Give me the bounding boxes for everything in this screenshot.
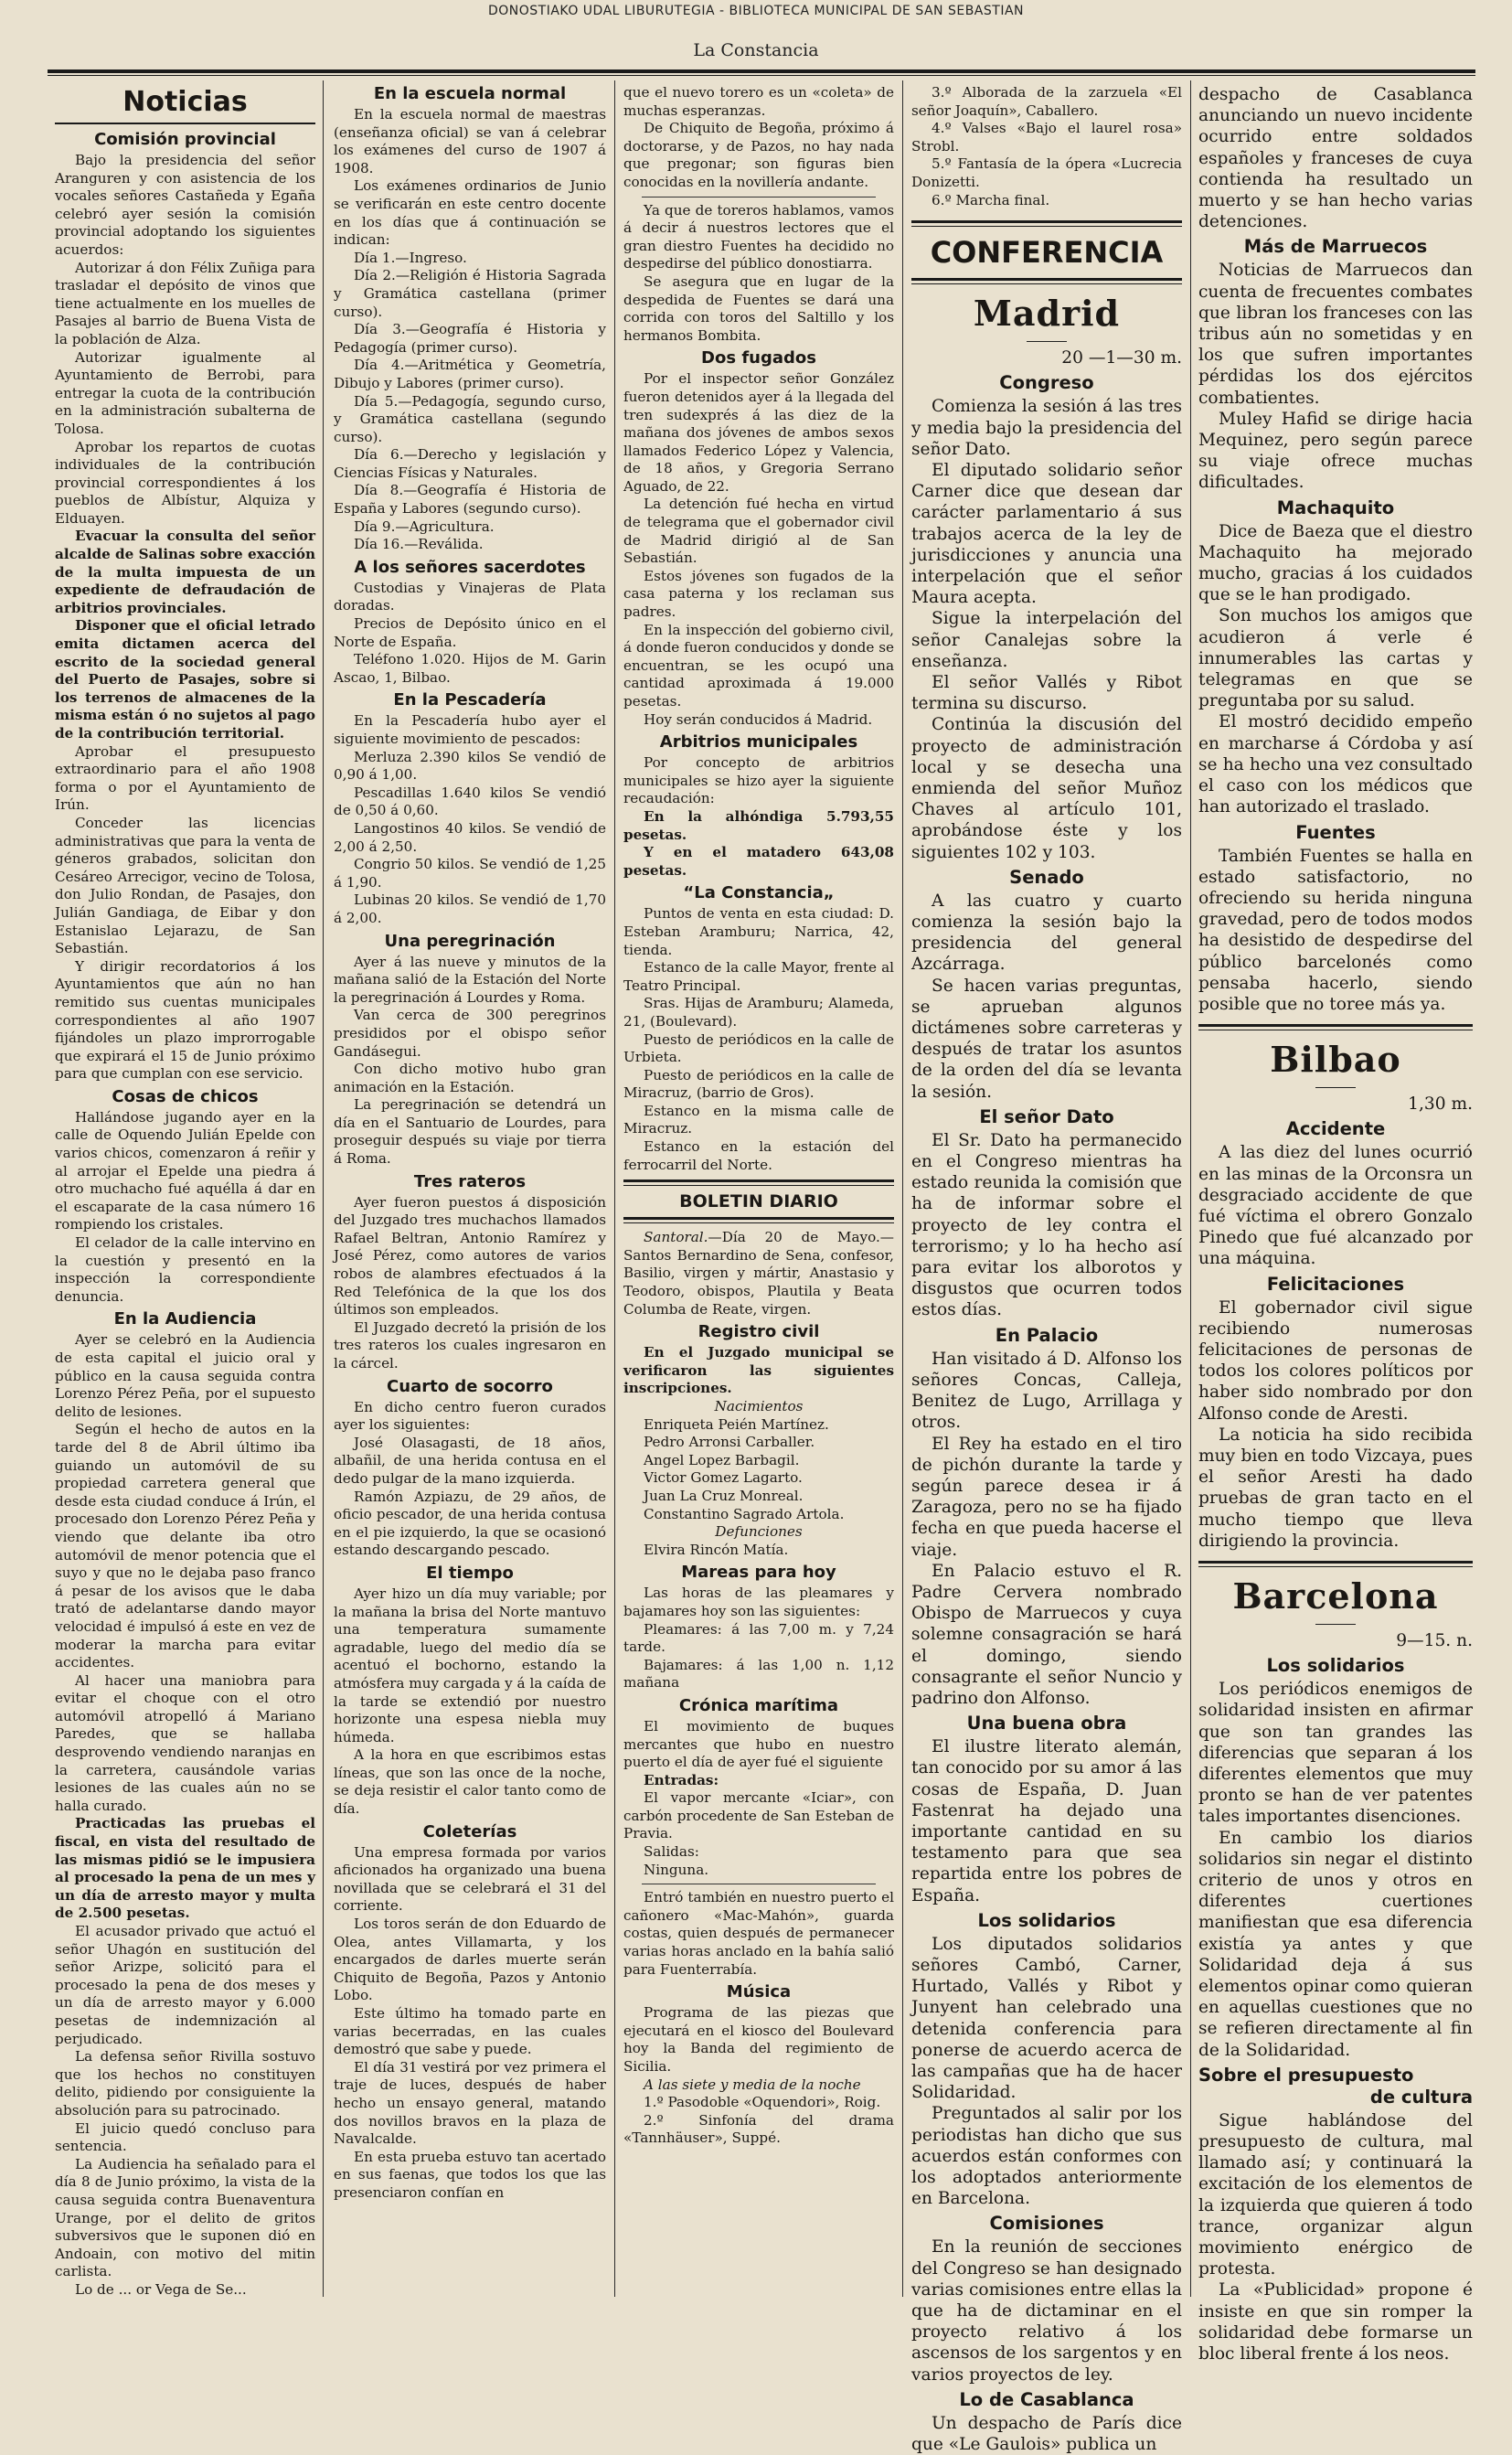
paragraph: Ayer fueron puestos á disposición del Juzgado tres muchachos llamados Rafael Beltran, Antonio Ramírez y José Pérez, como autores de varios robos de alambres efectuados á la Red Telefónica de la que los dos últimos son empleados.	[334, 1193, 606, 1318]
paragraph: Son muchos los amigos que acudieron á verle é innumerables las cartas y telegramas en que se preguntaba por su salud.	[1198, 606, 1473, 711]
double-rule	[623, 1179, 894, 1186]
paragraph: José Olasagasti, de 18 años, albañil, de una herida contusa en el dedo pulgar de la mano izquierda.	[334, 1434, 606, 1487]
headline: A los señores sacerdotes	[354, 557, 586, 577]
paragraph: Pescadillas 1.640 kilos Se vendió de 0,50 á 0,60.	[334, 784, 606, 819]
paragraph: Estanco en la misma calle de Miracruz.	[623, 1102, 894, 1137]
paragraph: Este último ha tomado parte en varias becerradas, en las cuales demostró que sabe y puede.	[334, 2005, 606, 2058]
paragraph: Bajo la presidencia del señor Aranguren y con asistencia de los vocales señores Castañeda y Egaña celebró ayer sesión la comisión provincial adoptando los siguientes acuerdos:	[55, 152, 315, 258]
double-rule	[911, 220, 1182, 227]
list-item: Angel Lopez Barbagil.	[644, 1451, 800, 1468]
paragraph: Autorizar á don Félix Zuñiga para trasladar el depósito de vinos que tiene actualmente en los muelles de Pasajes al barrio de Buena Vista de la población de Alza.	[55, 259, 315, 347]
column-rule	[1190, 80, 1191, 2297]
paragraph: Entró también en nuestro puerto el cañonero «Mac-Mahón», guarda costas, quien después de permanecer varias horas anclado en la bahía salió para Fuenterrabía.	[623, 1889, 894, 1978]
double-rule	[623, 1217, 894, 1223]
paragraph: Las horas de las pleamares y bajamares hoy son las siguientes:	[623, 1585, 894, 1619]
paragraph: Hallándose jugando ayer en la calle de Oquendo Julián Epelde con varios chicos, comenzaron á reñir y al arrojar el Epelde una piedra á otro muchacho fué aquélla á dar en el escaparate de la casa número 16 rompiendo los cristales.	[55, 1108, 315, 1233]
section-title-conferencia: CONFERENCIA	[930, 235, 1164, 271]
paragraph: Los periódicos enemigos de solidaridad insisten en afirmar que son tan grandes las diferencias que separan á los diferentes elementos que muy pronto se han de ver patentes tales importantes disenciones.	[1198, 1680, 1473, 1827]
paragraph: Con dicho motivo hubo gran animación en la Estación.	[334, 1061, 606, 1095]
paragraph: Sras. Hijas de Aramburu; Alameda, 21, (Boulevard).	[623, 995, 894, 1030]
paragraph: En la reunión de secciones del Congreso se han designado varias comisiones entre ellas la que ha de dictaminar en el proyecto relativo á los ascensos de los sargentos y en varios proyectos de ley.	[911, 2237, 1182, 2385]
paragraph: Un despacho de París dice que «Le Gaulois» publica un	[911, 2413, 1182, 2455]
dispatch-time: 20 —1—30 m.	[1061, 348, 1182, 368]
headline: Arbitrios municipales	[659, 732, 858, 753]
paragraph: Al hacer una maniobra para evitar el choque con el otro automóvil atropelló á Mariano Paredes, que se hallaba desprovendo vendiendo naranjas en la carretera, causándole varias lesiones de las cuales aún no se halla curado.	[55, 1671, 315, 1814]
subheading: Entradas:	[644, 1771, 719, 1788]
subheading: Defunciones	[715, 1523, 803, 1541]
paragraph: Lo de ... or Vega de Se...	[75, 2280, 247, 2298]
paragraph: Se asegura que en lugar de la despedida de Fuentes se dará una corrida con toros del Saltillo y los hermanos Bombita.	[623, 272, 894, 344]
headline: Cosas de chicos	[112, 1086, 259, 1106]
program-item: 1.º Pasodoble «Oquendori», Roig.	[644, 2094, 881, 2111]
headline: Crónica marítima	[678, 1695, 839, 1715]
paragraph: Congrio 50 kilos. Se vendió de 1,25 á 1,90.	[334, 856, 606, 891]
paragraph: El gobernador civil sigue recibiendo numerosas felicitaciones de personas de todos los colores políticos por haber sido nombrado por don Alfonso conde de Aresti.	[1198, 1297, 1473, 1424]
paragraph: El vapor mercante «Iciar», con carbón procedente de San Esteban de Pravia.	[623, 1789, 894, 1842]
paragraph: Van cerca de 300 peregrinos presididos por el obispo señor Gandásegui.	[334, 1007, 606, 1060]
schedule-line: Día 3.—Geografía é Historia y Pedagogía (primer curso).	[334, 321, 606, 356]
headline: BOLETIN DIARIO	[679, 1191, 838, 1212]
paragraph: Por el inspector señor González fueron detenidos ayer á la llegada del tren sudexprés á las diez de la mañana dos jóvenes de ambos sexos llamados Federico López y Valencia, de 18 años, y Gregoria Serrano Aguado, de 22.	[623, 370, 894, 495]
double-rule	[911, 278, 1182, 284]
paragraph: Hoy serán conducidos á Madrid.	[644, 710, 873, 728]
paragraph: En la Pescadería hubo ayer el siguiente movimiento de pescados:	[334, 712, 606, 747]
paragraph: Han visitado á D. Alfonso los señores Concas, Calleja, Benitez de Lugo, Arrillaga y otros.	[911, 1349, 1182, 1433]
headline: En la Pescadería	[393, 690, 547, 710]
dash-rule	[1315, 1087, 1356, 1088]
paragraph: Aprobar el presupuesto extraordinario para el año 1908 forma o por el Ayuntamiento de Irún.	[55, 742, 315, 814]
paragraph: —Día 20 de Mayo.—Santos Bernardino de Sena, confesor, Basilio, virgen y mártir, Anastasio y Teodoro, obispos, Plautila y Beata Columba de Reate, virgen.	[623, 1229, 894, 1318]
paragraph: Por concepto de arbitrios municipales se hizo ayer la siguiente recaudación:	[623, 754, 894, 807]
dash-rule	[1315, 1624, 1356, 1625]
subheading: Nacimientos	[714, 1398, 804, 1414]
headline: Dos fugados	[701, 348, 816, 368]
paragraph: Ninguna.	[644, 1861, 709, 1878]
paragraph: Conceder las licencias administrativas que para la venta de géneros grabados, solicitan don Cesáreo Arrecigor, vecino de Tolosa, don Julio Rondan, de Pasajes, don Julián Gandiaga, de Eibar y don Estanislao Lejarazu, de San Sebastián.	[55, 814, 315, 957]
paragraph: De Chiquito de Begoña, próximo á doctorarse, y de Pazos, no hay nada que pregonar; son figuras bien conocidas en la novillería andante.	[623, 120, 894, 190]
paragraph: En la inspección del gobierno civil, á donde fueron conducidos y donde se encuentran, se les ocupó una cantidad aproximada á 19.000 pesetas.	[623, 621, 894, 710]
paragraph: Los diputados solidarios señores Cambó, Carner, Hurtado, Vallés y Ribot y Junyent han celebrado una detenida conferencia para ponerse de acuerdo acerca de las campañas que ha de hacer Solidaridad.	[911, 1934, 1182, 2103]
paragraph: Puesto de periódicos en la calle de Urbieta.	[623, 1030, 894, 1066]
paragraph: En el Juzgado municipal se verificaron las siguientes inscripciones.	[623, 1344, 894, 1397]
column-3	[623, 84, 894, 2297]
paragraph: También Fuentes se halla en estado satisfactorio, no ofreciendo su herida ninguna gravedad, pero de todos modos ha desistido de despedirse del público barcelonés como pensaba hacerlo, siendo posible que no toree más ya.	[1198, 846, 1473, 1014]
paragraph: Una empresa formada por varios aficionados ha organizado una buena novillada que se celebrará el 31 del corriente.	[334, 1843, 606, 1915]
paragraph: En la alhóndiga 5.793,55 pesetas.	[623, 807, 894, 843]
headline: Más de Marruecos	[1243, 236, 1428, 258]
schedule-line: Día 6.—Derecho y legislación y Ciencias Físicas y Naturales.	[334, 446, 606, 481]
section-title-noticias: Noticias	[55, 84, 315, 124]
paragraph: Según el hecho de autos en la tarde del 8 de Abril último iba guiando un automóvil de su propiedad carretera general que desde esta ciudad conduce á Irún, el procesado don Lorenzo Pérez Peña y viendo que delante iba otro automóvil de menor potencia que el suyo y que no le dejaba paso franco á pesar de los avisos que le daba trató de adelantarse dando mayor velocidad é impulsó á este en vez de moderar la marcha para evitar accidentes.	[55, 1421, 315, 1671]
paragraph: Disponer que el oficial letrado emita dictamen acerca del escrito de la sociedad general del Puerto de Pasajes, sobre si los terrenos de almacenes de la misma están ó no sujetos al pago de la contribución territorial.	[55, 617, 315, 742]
paragraph: Y en el matadero 643,08 pesetas.	[623, 844, 894, 879]
paragraph: Aprobar los repartos de cuotas individuales de la contribución provincial correspondientes á los pueblos de Albístur, Alquiza y Elduayen.	[55, 438, 315, 527]
masthead: La Constancia	[693, 40, 819, 60]
list-item: Enriqueta Peién Martínez.	[644, 1415, 829, 1433]
list-item: Constantino Sagrado Artola.	[644, 1505, 845, 1522]
list-item: Elvira Rincón Matía.	[644, 1541, 789, 1558]
list-item: Victor Gomez Lagarto.	[644, 1469, 803, 1487]
column-2	[334, 84, 606, 2297]
paragraph: Los exámenes ordinarios de Junio se verificarán en este centro docente en los días que á continuación se indican:	[334, 177, 606, 249]
paragraph: Preguntados al salir por los periodistas han dicho que sus acuerdos están conformes con los adoptados anteriormente en Barcelona.	[911, 2104, 1182, 2209]
paragraph: El celador de la calle intervino en la cuestión y presentó en la inspección la correspondiente denuncia.	[55, 1234, 315, 1305]
paragraph: La «Publicidad» propone é insiste en que sin romper la solidaridad debe formarse un bloc liberal frente á los neos.	[1198, 2280, 1473, 2364]
paragraph: Teléfono 1.020. Hijos de M. Garin Ascao, 1, Bilbao.	[334, 651, 606, 686]
paragraph: La peregrinación se detendrá un día en el Santuario de Lourdes, para proseguir después su viaje por tierra á Roma.	[334, 1096, 606, 1168]
paragraph: Programa de las piezas que ejecutará en el kiosco del Boulevard hoy la Banda del regimiento de Sicilia.	[623, 2004, 894, 2075]
paragraph: En Palacio estuvo el R. Padre Cervera nombrado Obispo de Marruecos y cuya solemne consagración se hará el domingo, siendo consagrante el señor Nuncio y padrino don Alfonso.	[911, 1561, 1182, 1708]
schedule-line: Día 4.—Aritmética y Geometría, Dibujo y Labores (primer curso).	[334, 357, 606, 391]
schedule-line: Día 2.—Religión é Historia Sagrada y Gramática castellana (primer curso).	[334, 267, 606, 320]
program-item: 5.º Fantasía de la ópera «Lucrecia Donizetti.	[911, 155, 1182, 190]
paragraph: A la hora en que escribimos estas líneas, que son las once de la noche, se deja resistir el calor tanto como de día.	[334, 1746, 606, 1818]
headline: Machaquito	[1276, 496, 1395, 518]
paragraph: Continúa la discusión del proyecto de administración local y se desecha una enmienda del señor Muñoz Chaves al artículo 101, aprobándose éste y los siguientes 102 y 103.	[911, 715, 1182, 862]
paragraph: El ilustre literato alemán, tan conocido por su amor á las cosas de España, D. Juan Fastenrat ha dejado una importante cantidad en su testamento para que sea repartida entre los pobres de España.	[911, 1737, 1182, 1905]
headline: Congreso	[999, 372, 1094, 394]
paragraph: Ayer á las nueve y minutos de la mañana salió de la Estación del Norte la peregrinación á Lourdes y Roma.	[334, 953, 606, 1006]
top-rule	[48, 69, 1475, 73]
headline-line: de cultura	[1369, 2086, 1473, 2108]
headline: Accidente	[1285, 1118, 1386, 1140]
program-item: 2.º Sinfonía del drama «Tannhäuser», Suppé.	[623, 2111, 894, 2147]
column-5	[1198, 84, 1473, 2364]
dash-rule	[1027, 341, 1067, 342]
column-rule	[323, 80, 324, 2297]
paragraph: El movimiento de buques mercantes que hubo en nuestro puerto el día de ayer fué el siguiente	[623, 1717, 894, 1771]
paragraph: Ya que de toreros hablamos, vamos á decir á nuestros lectores que el gran diestro Fuentes ha decidido no despedirse del público donostiarra.	[623, 201, 894, 272]
double-rule	[1198, 1024, 1473, 1030]
headline: Coleterías	[422, 1821, 517, 1841]
paragraph: En esta prueba estuvo tan acertado en sus faenas, que todos los que las presenciaron confían en	[334, 2148, 606, 2201]
headline: Una buena obra	[966, 1713, 1127, 1735]
paragraph: Bajamares: á las 1,00 n. 1,12 mañana	[623, 1656, 894, 1692]
column-rule	[902, 80, 903, 2297]
paragraph: Estos jóvenes son fugados de la casa paterna y los reclaman sus padres.	[623, 567, 894, 621]
headline: Música	[726, 1982, 792, 2002]
paragraph: La noticia ha sido recibida muy bien en todo Vizcaya, pues el señor Aresti ha dado pruebas de gran tacto en el mucho tiempo que lleva dirigiendo la provincia.	[1198, 1425, 1473, 1551]
top-rule-thin	[48, 75, 1475, 76]
paragraph: Precios de Depósito único en el Norte de España.	[334, 615, 606, 650]
list-item: Juan La Cruz Monreal.	[644, 1487, 804, 1504]
paragraph: Dice de Baeza que el diestro Machaquito ha mejorado mucho, gracias á los cuidados que se le han prodigado.	[1198, 521, 1473, 605]
headline: Senado	[1009, 866, 1084, 888]
paragraph: La defensa señor Rivilla sostuvo que los hechos no constituyen delito, pidiendo por consiguiente la absolución para su patrocinado.	[55, 2048, 315, 2119]
paragraph: Puntos de venta en esta ciudad: D. Esteban Aramburu; Narrica, 42, tienda.	[623, 905, 894, 958]
paragraph: Langostinos 40 kilos. Se vendió de 2,00 á 2,50.	[334, 819, 606, 855]
schedule-line: Día 1.—Ingreso.	[354, 249, 467, 266]
schedule-line: Día 9.—Agricultura.	[354, 518, 495, 535]
paragraph: Custodias y Vinajeras de Plata doradas.	[334, 579, 606, 614]
paragraph: La detención fué hecha en virtud de telegrama que el gobernador civil de Madrid dirigió al de San Sebastián.	[623, 496, 894, 567]
paragraph: Se hacen varias preguntas, se aprueban algunos dictámenes sobre carreteras y después de tratar los asuntos de la orden del día se levanta la sesión.	[911, 976, 1182, 1102]
schedule-line: Día 16.—Reválida.	[354, 536, 484, 553]
headline: El señor Dato	[979, 1105, 1114, 1127]
paragraph: El juicio quedó concluso para sentencia.	[55, 2119, 315, 2155]
paragraph: El Sr. Dato ha permanecido en el Congreso mientras ha estado reunida la comisión que ha de informar sobre el proyecto de ley contra el terrorismo; y lo ha hecho así para evitar los alborotos y disgustos que ocurren todos estos días.	[911, 1130, 1182, 1320]
headline: En la escuela normal	[373, 84, 567, 103]
headline: Mareas para hoy	[681, 1563, 836, 1583]
paragraph: El diputado solidario señor Carner dice que desean dar carácter parlamentario á sus trabajos acerca de la ley de jurisdicciones y anuncia una interpelación que el señor Maura acepta.	[911, 460, 1182, 608]
paragraph: Pleamares: á las 7,00 m. y 7,24 tarde.	[623, 1620, 894, 1656]
paragraph: Practicadas las pruebas el fiscal, en vista del resultado de las mismas pidió se le impusiera al procesado la pena de un mes y un día de arresto mayor y multa de 2.500 pesetas.	[55, 1815, 315, 1922]
headline: Felicitaciones	[1266, 1273, 1405, 1295]
paragraph: Lubinas 20 kilos. Se vendió de 1,70 á 2,00.	[334, 891, 606, 926]
headline: Lo de Casablanca	[959, 2388, 1134, 2410]
paragraph: Estanco de la calle Mayor, frente al Teatro Principal.	[623, 959, 894, 994]
paragraph: Sigue hablándose del presupuesto de cultura, mal llamado así; y continuará la excitación de los elementos de la izquierda que quieren á todo trance, organizar algun movimiento enérgico de protesta.	[1198, 2110, 1473, 2279]
paragraph: A las diez del lunes ocurrió en las minas de la Orconsra un desgraciado accidente de que fué víctima el obrero Gonzalo Pinedo que fué alcanzado por una máquina.	[1198, 1143, 1473, 1269]
headline: Cuarto de socorro	[387, 1376, 553, 1396]
paragraph: El acusador privado que actuó el señor Uhagón en sustitución del señor Arizpe, solicitó para el procesado la pena de dos meses y un día de arresto mayor y 6.000 pesetas de indemnización al perjudicado.	[55, 1923, 315, 2047]
headline: El tiempo	[426, 1563, 514, 1583]
paragraph: Estanco en la estación del ferrocarril del Norte.	[623, 1138, 894, 1173]
schedule-line: Día 5.—Pedagogía, segundo curso, y Gramática castellana (segundo curso).	[334, 392, 606, 445]
paragraph: Muley Hafid se dirige hacia Mequinez, pero según parece su viaje ofrece muchas dificultades.	[1198, 409, 1473, 493]
headline: En la Audiencia	[113, 1309, 257, 1329]
headline	[1198, 2065, 1473, 2108]
paragraph: Sigue la interpelación del señor Canalejas sobre la enseñanza.	[911, 609, 1182, 671]
city-heading-bilbao: Bilbao	[1270, 1039, 1401, 1081]
headline: Comisiones	[989, 2213, 1104, 2235]
paragraph: Comienza la sesión á las tres y media bajo la presidencia del señor Dato.	[911, 397, 1182, 459]
double-rule	[1198, 1561, 1473, 1567]
paragraph: Merluza 2.390 kilos Se vendió de 0,90 á 1,00.	[334, 748, 606, 784]
paragraph: El Rey ha estado en el tiro de pichón durante la tarde y según parece desea ir á Zaragoza, pero no se ha fijado fecha en que pueda hacerse el viaje.	[911, 1434, 1182, 1560]
paragraph: Autorizar igualmente al Ayuntamiento de Berrobi, para entregar la cuota de la contribución en la administración subalterna de Tolosa.	[55, 348, 315, 437]
headline: Los solidarios	[1266, 1655, 1405, 1677]
paragraph: que el nuevo torero es un «coleta» de muchas esperanzas.	[623, 84, 894, 119]
column-rule	[614, 80, 615, 2297]
column-4	[911, 84, 1182, 2455]
paragraph: Evacuar la consulta del señor alcalde de Salinas sobre exacción de la multa impuesta de un expediente de defraudación de arbitrios provinciales.	[55, 528, 315, 616]
paragraph: A las cuatro y cuarto comienza la sesión bajo la presidencia del general Azcárraga.	[911, 891, 1182, 975]
paragraph: Y dirigir recordatorios á los Ayuntamientos que aún no han remitido sus cuentas municipales correspondientes al año 1907 fijándoles un plazo improrrogable que expirará el 15 de Junio próximo para que cumplan con ese servicio.	[55, 957, 315, 1083]
city-heading-madrid: Madrid	[973, 293, 1121, 335]
headline: “La Constancia„	[683, 883, 835, 903]
santoral-label: Santoral.	[644, 1229, 708, 1246]
headline: Comisión provincial	[94, 130, 276, 149]
headline-line: Sobre el presupuesto	[1198, 2064, 1414, 2086]
paragraph: En la escuela normal de maestras (enseñanza oficial) se van á celebrar los exámenes del curso de 1907 á 1908.	[334, 106, 606, 176]
program-item: 4.º Valses «Bajo el laurel rosa» Strobl.	[911, 120, 1182, 155]
headline: En Palacio	[995, 1324, 1099, 1346]
column-1	[55, 84, 315, 2297]
program-item: 6.º Marcha final.	[932, 191, 1050, 208]
paragraph: Puesto de periódicos en la calle de Miracruz, (barrio de Gros).	[623, 1066, 894, 1102]
headline: Los solidarios	[977, 1909, 1116, 1931]
paragraph: El día 31 vestirá por vez primera el traje de luces, después de haber hecho un ensayo general, matando dos novillos bravos en la plaza de Navalcalde.	[334, 2058, 606, 2148]
program-item: 3.º Alborada de la zarzuela «El señor Joaquín», Caballero.	[911, 84, 1182, 119]
paragraph: Noticias de Marruecos dan cuenta de frecuentes combates que libran los franceses con las tribus aún no sometidas y en los que sufren importantes pérdidas los dos ejércitos combatientes.	[1198, 261, 1473, 408]
headline: Tres rateros	[413, 1171, 527, 1191]
paragraph: Ayer se celebró en la Audiencia de esta capital el juicio oral y público en la causa seguida contra Lorenzo Pérez Peña, por el supuesto delito de lesiones.	[55, 1331, 315, 1420]
paragraph: Los toros serán de don Eduardo de Olea, antes Villamarta, y los encargados de darles muerte serán Chiquito de Begoña, Pazos y Antonio Lobo.	[334, 1916, 606, 2004]
list-item: Pedro Arronsi Carballer.	[644, 1434, 815, 1451]
headline: Registro civil	[697, 1322, 820, 1342]
schedule-line: Día 8.—Geografía é Historia de España y Labores (segundo curso).	[334, 482, 606, 518]
paragraph: Ramón Azpiazu, de 29 años, de oficio pescador, de una herida contusa en el pie izquierdo, la que se ocasionó estando descargando pescado.	[334, 1488, 606, 1559]
headline: Fuentes	[1295, 821, 1376, 843]
paragraph: En dicho centro fueron curados ayer los siguientes:	[334, 1398, 606, 1434]
headline: Una peregrinación	[384, 931, 556, 951]
dispatch-time: 9—15. n.	[1396, 1630, 1473, 1650]
paragraph: En cambio los diarios solidarios sin negar el distinto criterio de unos y otros en diferentes cuertiones manifiestan que esa diferencia existía ya antes y que Solidaridad deja á sus elementos opinar como quieran en aquellas cuestiones que no se refieren directamente al fin de la Solidaridad.	[1198, 1828, 1473, 2060]
paragraph: El señor Vallés y Ribot termina su discurso.	[911, 673, 1182, 714]
program-time: A las siete y media de la noche	[644, 2076, 861, 2093]
paragraph: despacho de Casablanca anunciando un nuevo incidente ocurrido entre soldados españoles y franceses de cuya contienda ha resultado un muerto y se han hecho varias detenciones.	[1198, 85, 1473, 232]
paragraph: El Juzgado decretó la prisión de los tres rateros los cuales ingresaron en la cárcel.	[334, 1318, 606, 1372]
dispatch-time: 1,30 m.	[1408, 1094, 1473, 1115]
paragraph: La Audiencia ha señalado para el día 8 de Junio próximo, la vista de la causa seguida contra Buenaventura Urange, por el delito de gritos subversivos que le suponen dió en Andoain, con motivo del mitin carlista.	[55, 2155, 315, 2280]
paragraph: Ayer hizo un día muy variable; por la mañana la brisa del Norte mantuvo una temperatura sumamente agradable, luego del medio día se acentuó el bochorno, estando la atmósfera muy cargada y á la caída de la tarde se extendió por nuestro horizonte una espesa niebla muy húmeda.	[334, 1585, 606, 1745]
library-header: DONOSTIAKO UDAL LIBURUTEGIA - BIBLIOTECA MUNICIPAL DE SAN SEBASTIAN	[487, 4, 1025, 18]
subheading: Salidas:	[644, 1843, 699, 1861]
city-heading-barcelona: Barcelona	[1232, 1574, 1439, 1617]
paragraph: El mostró decidido empeño en marcharse á Córdoba y así se ha hecho una vez consultado el caso con los médicos que han autorizado el traslado.	[1198, 712, 1473, 817]
